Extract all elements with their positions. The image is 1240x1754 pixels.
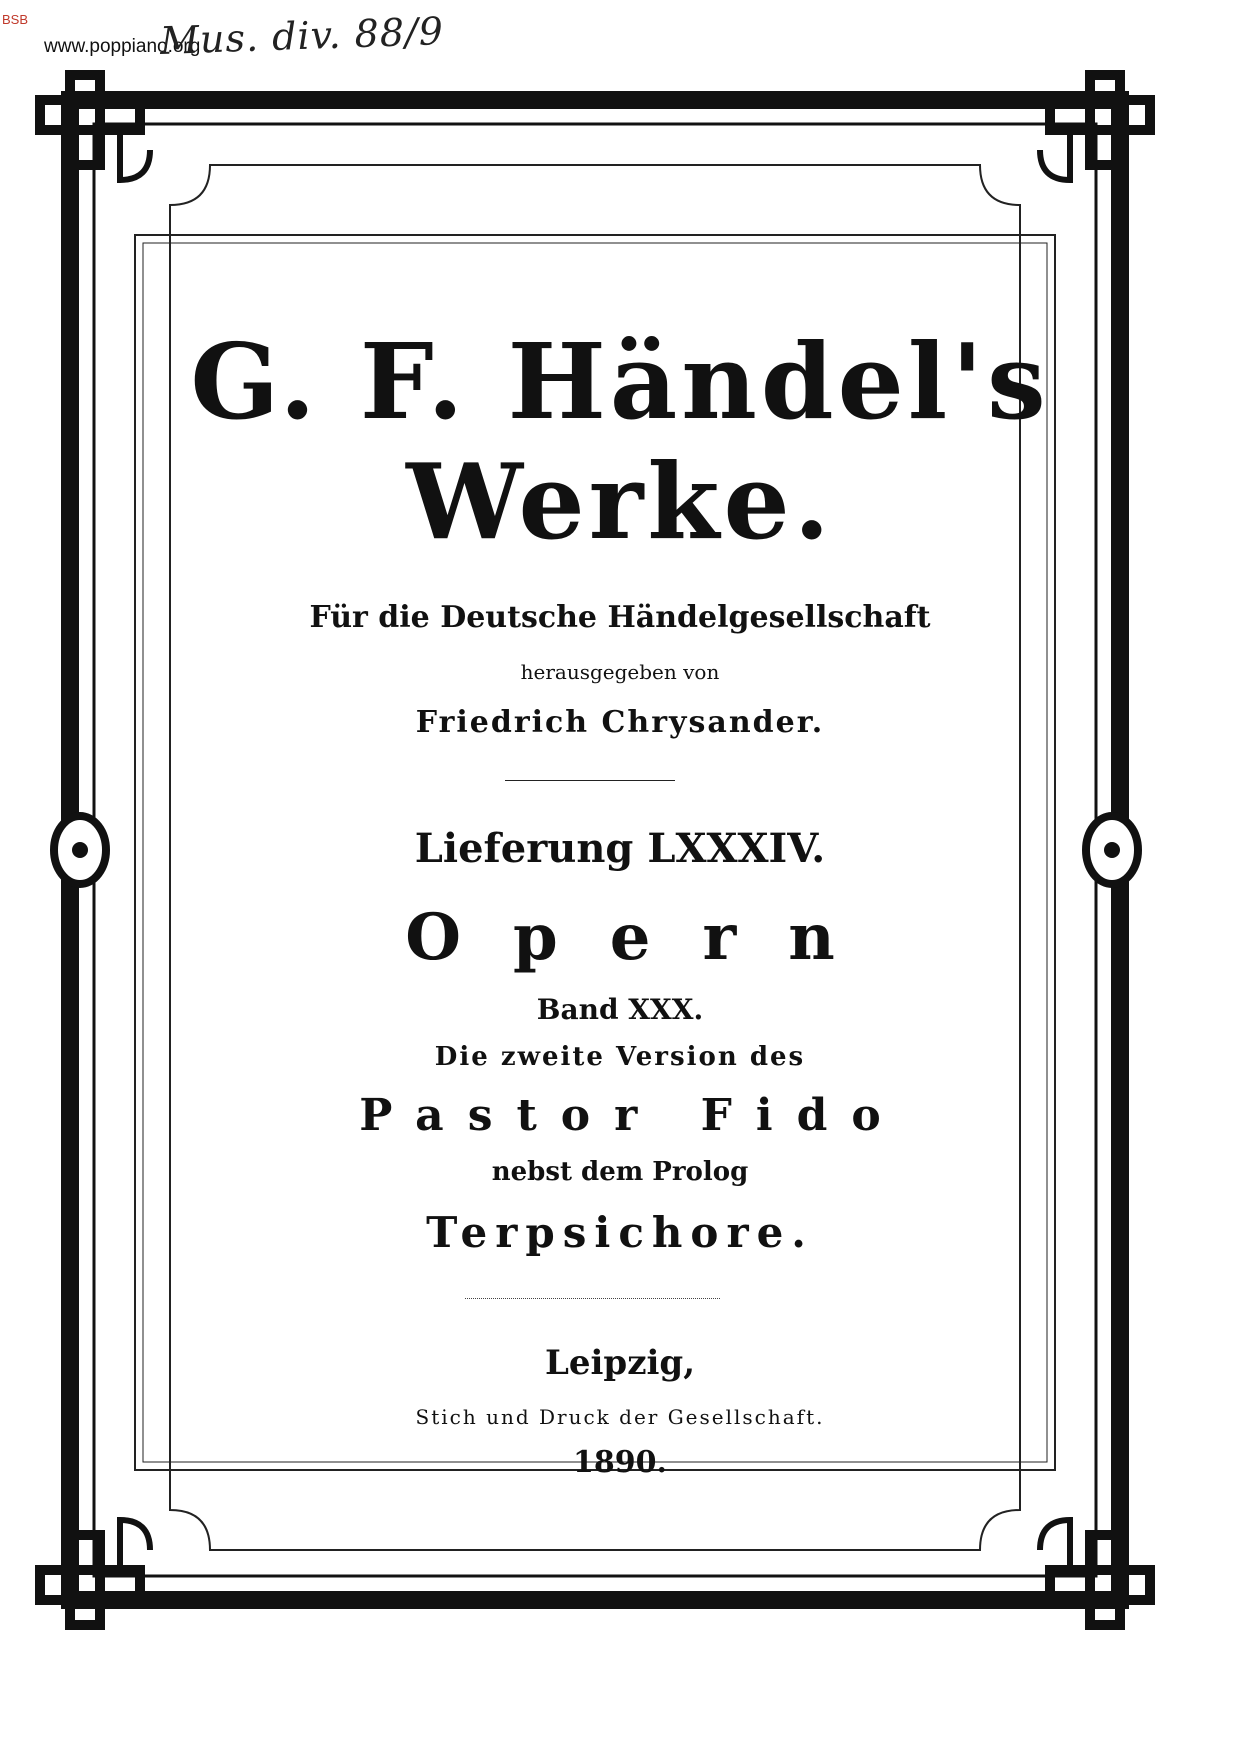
corner-knot-top-right bbox=[1040, 75, 1150, 180]
prologue-title: Terpsichore. bbox=[426, 1208, 814, 1257]
library-tag: BSB bbox=[2, 12, 29, 27]
imprint-publisher: Stich und Druck der Gesellschaft. bbox=[415, 1405, 825, 1429]
corner-knot-bottom-left bbox=[40, 1520, 150, 1625]
title-line-1: G. F. Händel's bbox=[190, 320, 1050, 443]
prologue-line: nebst dem Prolog bbox=[491, 1157, 749, 1187]
divider-rule bbox=[505, 780, 675, 781]
divider-dotted bbox=[465, 1298, 720, 1299]
corner-knot-top-left bbox=[40, 75, 150, 180]
series-title: Opern bbox=[405, 900, 887, 975]
site-url[interactable]: www.poppiano.org bbox=[44, 36, 201, 57]
society-line: Für die Deutsche Händelgesellschaft bbox=[309, 600, 931, 635]
edited-by: herausgegeben von bbox=[520, 660, 720, 684]
imprint-city: Leipzig, bbox=[544, 1343, 696, 1383]
imprint-year: 1890. bbox=[573, 1445, 667, 1480]
handwritten-shelfmark: Mus. div. 88/9 bbox=[159, 9, 445, 63]
version-line: Die zweite Version des bbox=[434, 1042, 806, 1072]
editor-name: Friedrich Chrysander. bbox=[415, 705, 825, 740]
band-number: Band XXX. bbox=[536, 993, 704, 1026]
delivery-number: Lieferung LXXXIV. bbox=[414, 825, 826, 872]
title-line-2: Werke. bbox=[406, 440, 834, 563]
corner-knot-bottom-right bbox=[1040, 1520, 1150, 1625]
work-title: Pastor Fido bbox=[359, 1090, 905, 1141]
